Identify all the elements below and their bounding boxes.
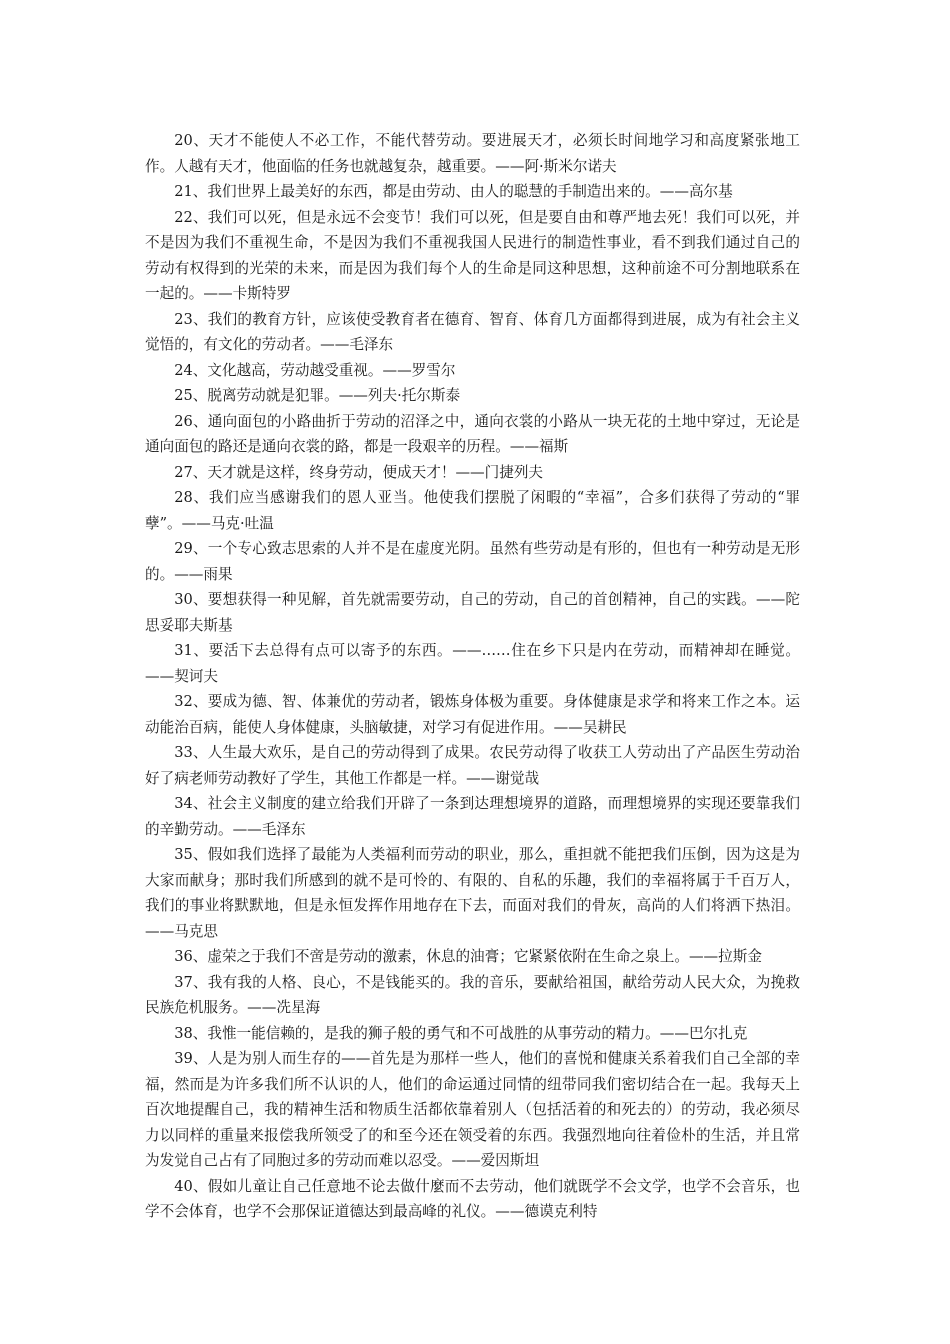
quote-paragraph: 26、通向面包的小路曲折于劳动的沼泽之中，通向衣裳的小路从一块无花的土地中穿过，无论是通向面包的路还是通向衣裳的路，都是一段艰辛的历程。——福斯 <box>145 412 800 455</box>
quote-paragraph: 34、社会主义制度的建立给我们开辟了一条到达理想境界的道路，而理想境界的实现还要靠我们的辛勤劳动。——毛泽东 <box>145 795 800 838</box>
quote-paragraph: 40、假如儿童让自己任意地不论去做什麼而不去劳动，他们就既学不会文学，也学不会音乐，也学不会体育，也学不会那保证道德达到最高峰的礼仪。——德谟克利特 <box>145 1177 800 1220</box>
quote-paragraph: 31、要活下去总得有点可以寄予的东西。——……住在乡下只是内在劳动，而精神却在睡觉。——契诃夫 <box>145 642 800 685</box>
quote-paragraph: 28、我们应当感谢我们的恩人亚当。他使我们摆脱了闲暇的“幸福”，合多们获得了劳动的“罪孽”。——马克·吐温 <box>145 489 800 532</box>
quote-paragraph: 36、虚荣之于我们不啻是劳动的激素，休息的油膏；它紧紧依附在生命之泉上。——拉斯金 <box>174 948 762 965</box>
document-body <box>145 128 800 1225</box>
quote-paragraph: 21、我们世界上最美好的东西，都是由劳动、由人的聪慧的手制造出来的。——高尔基 <box>174 183 733 200</box>
quote-paragraph: 22、我们可以死，但是永远不会变节！我们可以死，但是要自由和尊严地去死！我们可以死，并不是因为我们不重视生命，不是因为我们不重视我国人民进行的制造性事业，看不到我们通过自己的劳动有权得到的光荣的未来，而是因为我们每个人的生命是同这种思想，这种前途不可分割地联系在一起的。——卡斯特罗 <box>145 208 800 302</box>
quote-paragraph: 33、人生最大欢乐，是自己的劳动得到了成果。农民劳动得了收获工人劳动出了产品医生劳动治好了病老师劳动教好了学生，其他工作都是一样。——谢觉哉 <box>145 744 800 787</box>
quote-paragraph: 20、天才不能使人不必工作，不能代替劳动。要进展天才，必须长时间地学习和高度紧张地工作。人越有天才，他面临的任务也就越复杂，越重要。——阿·斯米尔诺夫 <box>145 132 800 175</box>
quote-paragraph: 27、天才就是这样，终身劳动，便成天才！——门捷列夫 <box>174 463 544 481</box>
quote-paragraph: 30、要想获得一种见解，首先就需要劳动，自己的劳动，自己的首创精神，自己的实践。——陀思妥耶夫斯基 <box>145 591 800 634</box>
quote-paragraph: 25、脱离劳动就是犯罪。——列夫·托尔斯泰 <box>174 387 461 404</box>
quote-paragraph: 39、人是为别人而生存的——首先是为那样一些人，他们的喜悦和健康关系着我们自己全部的幸福，然而是为许多我们所不认识的人，他们的命运通过同情的纽带同我们密切结合在一起。我每天上百次地提醒自己，我的精神生活和物质生活都依靠着别人（包括活着的和死去的）的劳动，我必须尽力以同样的重量来报偿我所领受了的和至今还在领受着的东西。我强烈地向往着俭朴的生活，并且常为发觉自己占有了同胞过多的劳动而难以忍受。——爱因斯坦 <box>145 1050 800 1169</box>
quote-paragraph: 37、我有我的人格、良心，不是钱能买的。我的音乐，要献给祖国，献给劳动人民大众，为挽救民族危机服务。——冼星海 <box>145 973 800 1016</box>
quote-paragraph: 29、一个专心致志思索的人并不是在虚度光阴。虽然有些劳动是有形的，但也有一种劳动是无形的。——雨果 <box>145 540 800 583</box>
quote-paragraph: 32、要成为德、智、体兼优的劳动者，锻炼身体极为重要。身体健康是求学和将来工作之本。运动能治百病，能使人身体健康，头脑敏捷，对学习有促进作用。——吴耕民 <box>145 693 800 736</box>
quote-paragraph: 35、假如我们选择了最能为人类福利而劳动的职业，那么，重担就不能把我们压倒，因为这是为大家而献身；那时我们所感到的就不是可怜的、有限的、自私的乐趣，我们的幸福将属于千百万人，我们的事业将默默地，但是永恒发挥作用地存在下去，而面对我们的骨灰，高尚的人们将洒下热泪。——马克思 <box>145 846 800 940</box>
quote-paragraph: 24、文化越高，劳动越受重视。——罗雪尔 <box>174 361 456 379</box>
quote-paragraph: 38、我惟一能信赖的，是我的狮子般的勇气和不可战胜的从事劳动的精力。——巴尔扎克 <box>174 1024 748 1042</box>
quote-paragraph: 23、我们的教育方针，应该使受教育者在德育、智育、体育几方面都得到进展，成为有社会主义觉悟的，有文化的劳动者。——毛泽东 <box>145 310 800 353</box>
